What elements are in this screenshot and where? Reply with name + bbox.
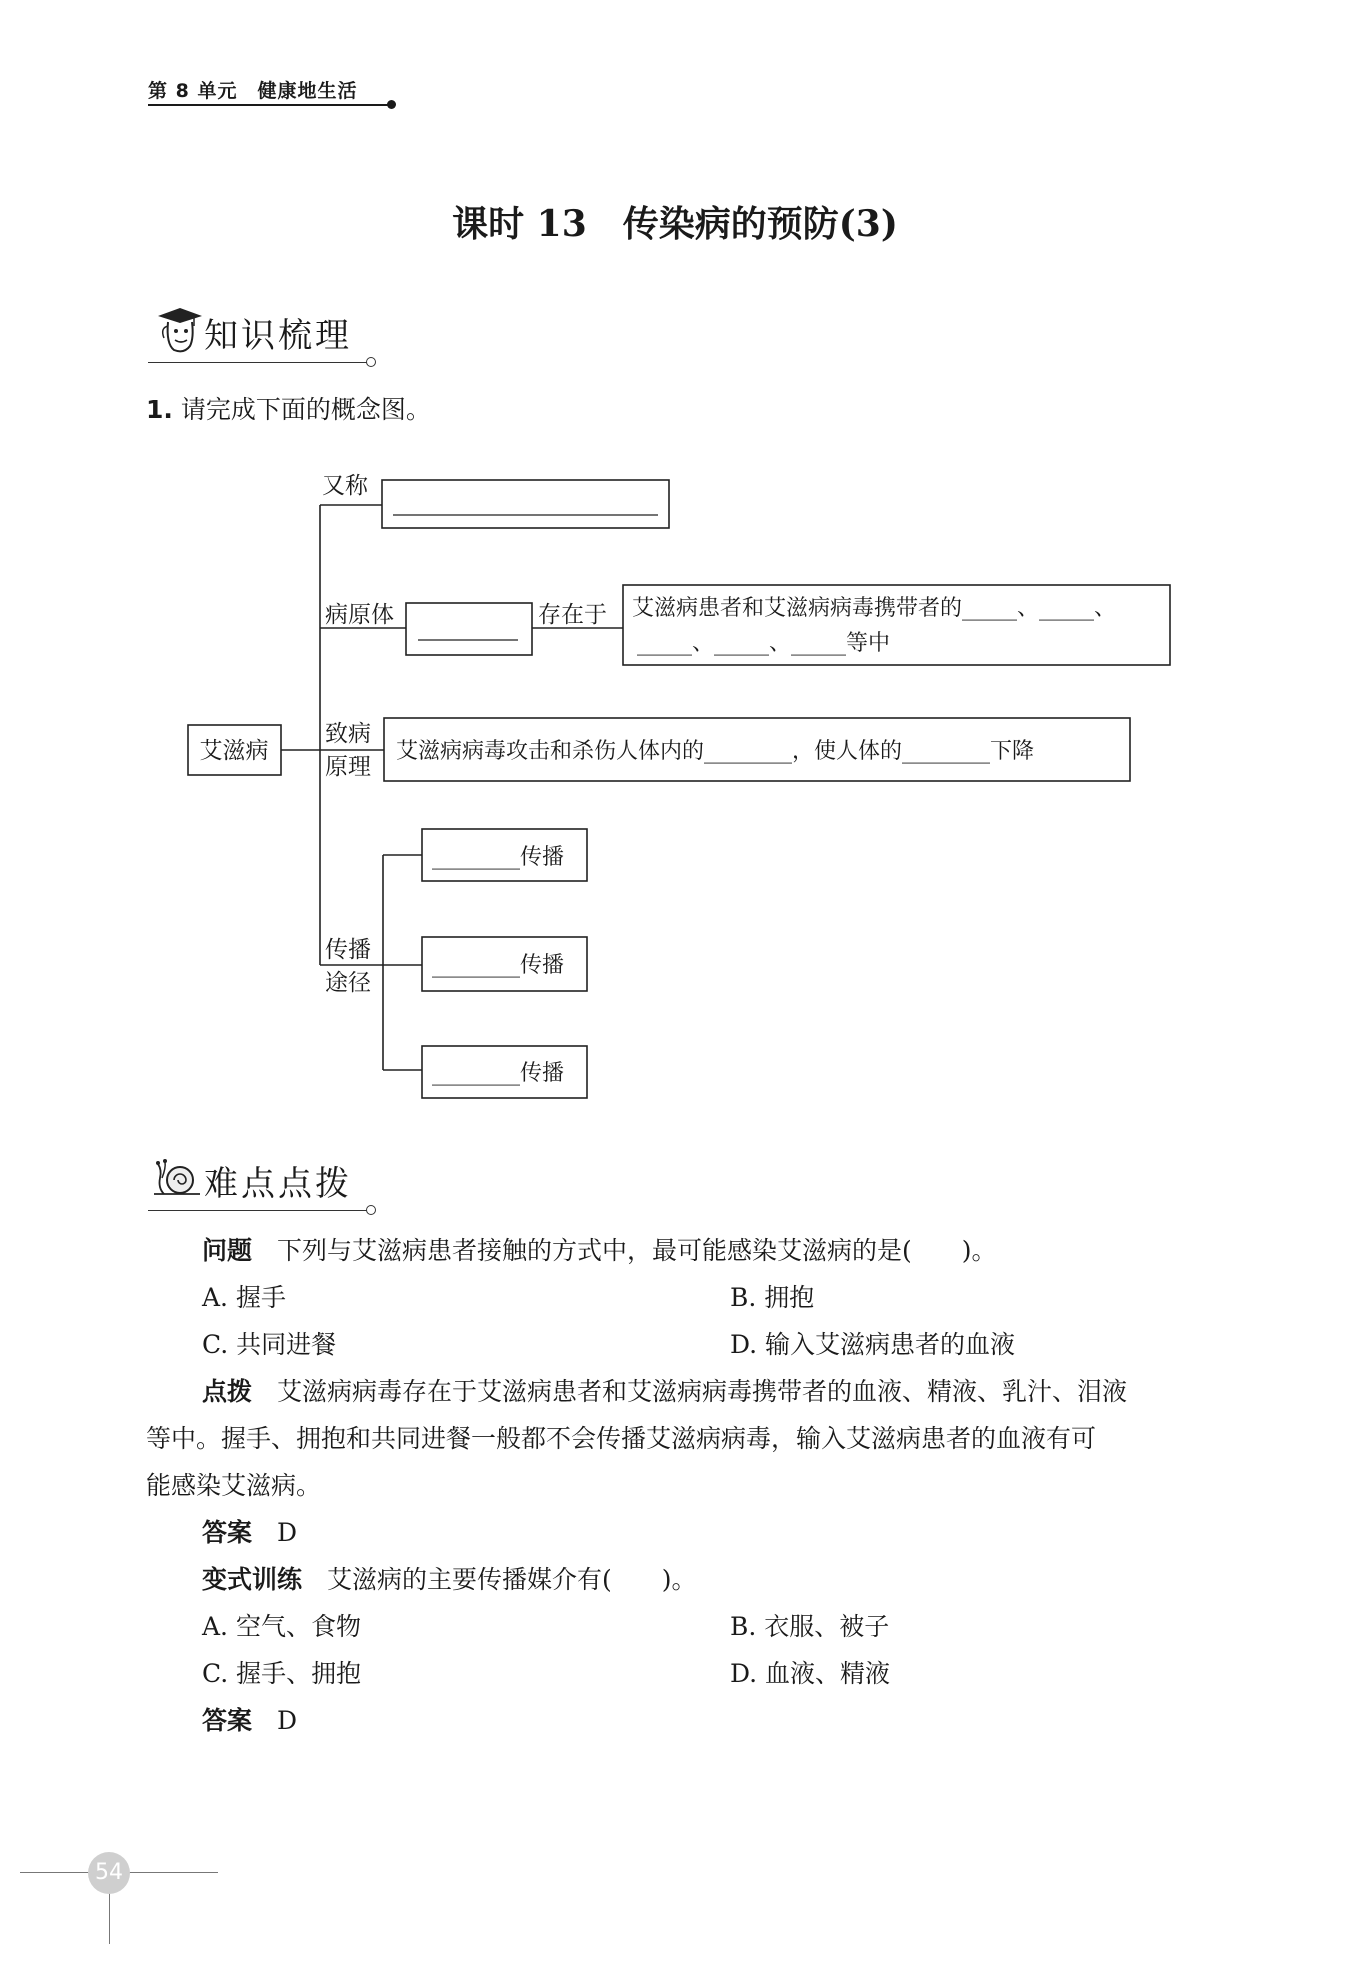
- variant-label: 变式训练: [202, 1565, 303, 1594]
- tip-label: 点拨: [202, 1377, 253, 1406]
- route-item-1: ________传播: [432, 845, 565, 870]
- section-rule-dot: [366, 1205, 376, 1215]
- pathogen-answer-box: [406, 603, 532, 655]
- exists-in-text-line1: 艾滋病患者和艾滋病病毒携带者的_____、_____、: [632, 596, 1117, 621]
- mechanism-text: 艾滋病病毒攻击和杀伤人体内的________，使人体的________下降: [396, 739, 1035, 764]
- root-label: 艾滋病: [199, 738, 269, 764]
- alias-answer-box: [382, 480, 669, 528]
- unit-topic: 健康地生活: [257, 80, 358, 102]
- unit-number: 第 8 单元: [148, 80, 238, 102]
- answer-1: [202, 1509, 297, 1556]
- problem-text: 下列与艾滋病患者接触的方式中，最可能感染艾滋病的是( )。: [277, 1236, 997, 1265]
- tip-line-1: [202, 1368, 1127, 1415]
- route-item-3: ________传播: [432, 1061, 565, 1086]
- problem-question: [202, 1227, 997, 1274]
- question-number: 1.: [146, 395, 173, 424]
- exists-in-label: 存在于: [538, 602, 607, 628]
- variant-option-b: B. 衣服、被子: [730, 1612, 890, 1641]
- problem-label: 问题: [202, 1236, 253, 1265]
- page-number: 54: [88, 1852, 130, 1894]
- variant-text: 艾滋病的主要传播媒介有( )。: [327, 1565, 697, 1594]
- variant-option-a: A. 空气、食物: [202, 1612, 361, 1641]
- answer-value: D: [277, 1518, 298, 1547]
- route-item-2: ________传播: [432, 953, 565, 978]
- answer-label: 答案: [202, 1518, 253, 1547]
- section-difficulty: [148, 1148, 388, 1218]
- problem-option-a: A. 握手: [202, 1283, 286, 1312]
- problem-option-b: B. 拥抱: [730, 1283, 815, 1312]
- page-title: 课时 13 传染病的预防(3): [452, 203, 898, 245]
- answer-value: D: [277, 1706, 298, 1735]
- answer-2: [202, 1697, 297, 1744]
- exists-in-text-line2: _____、_____、_____等中: [637, 631, 891, 656]
- question-text: 请完成下面的概念图。: [180, 395, 431, 424]
- tip-line-3: 能感染艾滋病。: [146, 1471, 322, 1500]
- problem-option-c: C. 共同进餐: [202, 1330, 337, 1359]
- variant-question: [202, 1556, 697, 1603]
- section-rule: [148, 1210, 368, 1211]
- tip-text-1: 艾滋病病毒存在于艾滋病患者和艾滋病病毒携带者的血液、精液、乳汁、泪液: [277, 1377, 1128, 1406]
- branch-route-label-1: 传播: [325, 937, 371, 963]
- branch-mechanism-label-2: 原理: [325, 754, 371, 780]
- section-heading-difficulty: 难点点拨: [204, 1164, 352, 1204]
- branch-mechanism-label-1: 致病: [325, 721, 371, 747]
- variant-option-c: C. 握手、拥抱: [202, 1659, 362, 1688]
- variant-option-d: D. 血液、精液: [730, 1659, 891, 1688]
- answer-label: 答案: [202, 1706, 253, 1735]
- section-heading-knowledge: 知识梳理: [204, 316, 352, 356]
- branch-route-label-2: 途径: [325, 970, 371, 996]
- snail-icon: [150, 1158, 206, 1200]
- branch-alias-label: 又称: [322, 473, 368, 499]
- problem-option-d: D. 输入艾滋病患者的血液: [730, 1330, 1016, 1359]
- branch-pathogen-label: 病原体: [325, 602, 394, 628]
- tip-line-2: 等中。握手、拥抱和共同进餐一般都不会传播艾滋病病毒，输入艾滋病患者的血液有可: [146, 1424, 1097, 1453]
